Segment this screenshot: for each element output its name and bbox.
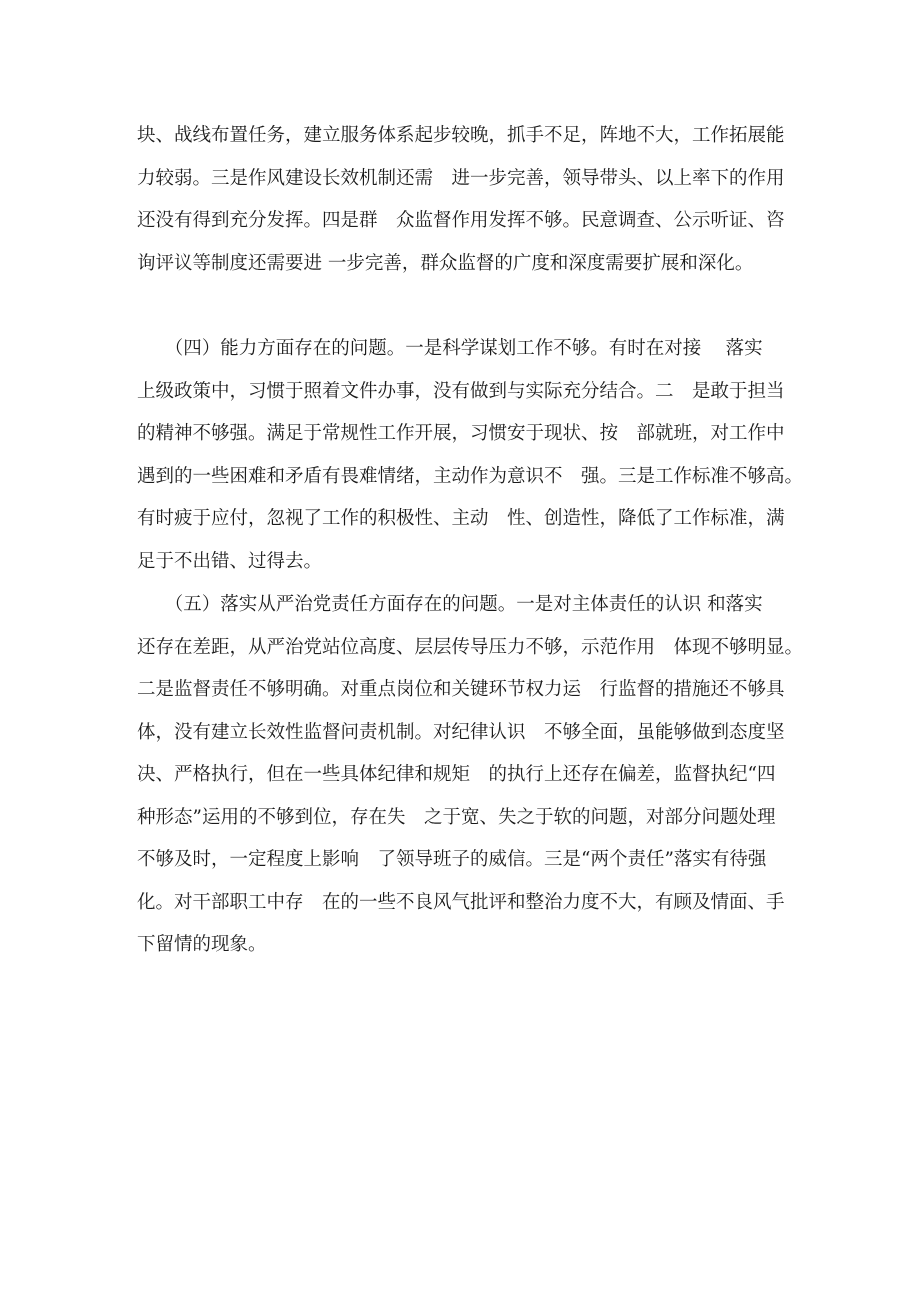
text-line: （五）落实从严治党责任方面存在的问题。一是对主体责任的认识 和落实 — [137, 594, 763, 615]
text-line: 还存在差距，从严治党站位高度、层层传导压力不够，示范作用 体现不够明显。 — [137, 636, 804, 658]
text-line: 遇到的一些困难和矛盾有畏难情绪，主动作为意识不 强。三是工作标准不够高。 — [137, 465, 804, 487]
text-line: 决、严格执行，但在一些具体纪律和规矩 的执行上还存在偏差，监督执纪“四 — [137, 764, 776, 785]
text-line: 不够及时，一定程度上影响 了领导班子的威信。三是“两个责任”落实有待强 — [137, 849, 767, 870]
text-line: 上级政策中，习惯于照着文件办事，没有做到与实际充分结合。二 是敢于担当 — [137, 380, 785, 402]
text-line: 的精神不够强。满足于常规性工作开展，习惯安于现状、按 部就班，对工作中 — [137, 423, 785, 444]
text-line: 询评议等制度还需要进 一步完善，群众监督的广度和深度需要扩展和深化。 — [137, 252, 754, 274]
paragraph-party-responsibility-issues — [137, 584, 804, 967]
text-line: 还没有得到充分发挥。四是群 众监督作用发挥不够。民意调查、公示听证、咨 — [137, 210, 785, 231]
text-line: 种形态”运用的不够到位，存在失 之于宽、失之于软的问题，对部分问题处理 — [137, 806, 776, 828]
paragraph-continuation — [137, 115, 797, 285]
text-line: 体，没有建立长效性监督问责机制。对纪律认识 不够全面，虽能够做到态度坚 — [137, 721, 785, 743]
text-line: 足于不出错、过得去。 — [137, 550, 323, 572]
text-line: 二是监督责任不够明确。对重点岗位和关键环节权力运 行监督的措施还不够具 — [137, 679, 785, 700]
text-line: 块、战线布置任务，建立服务体系起步较晚，抓手不足，阵地不大，工作拓展能 — [137, 125, 785, 146]
text-line: 化。对干部职工中存 在的一些不良风气批评和整治力度不大，有顾及情面、手 — [137, 891, 785, 913]
text-line: 有时疲于应付，忽视了工作的积极性、主动 性、创造性，降低了工作标准，满 — [137, 508, 785, 529]
paragraph-ability-issues — [137, 328, 804, 583]
text-line: 力较弱。三是作风建设长效机制还需 进一步完善，领导带头、以上率下的作用 — [137, 167, 785, 189]
text-line: 下留情的现象。 — [137, 934, 267, 955]
text-line: （四）能力方面存在的问题。一是科学谋划工作不够。有时在对接 落实 — [137, 338, 763, 359]
